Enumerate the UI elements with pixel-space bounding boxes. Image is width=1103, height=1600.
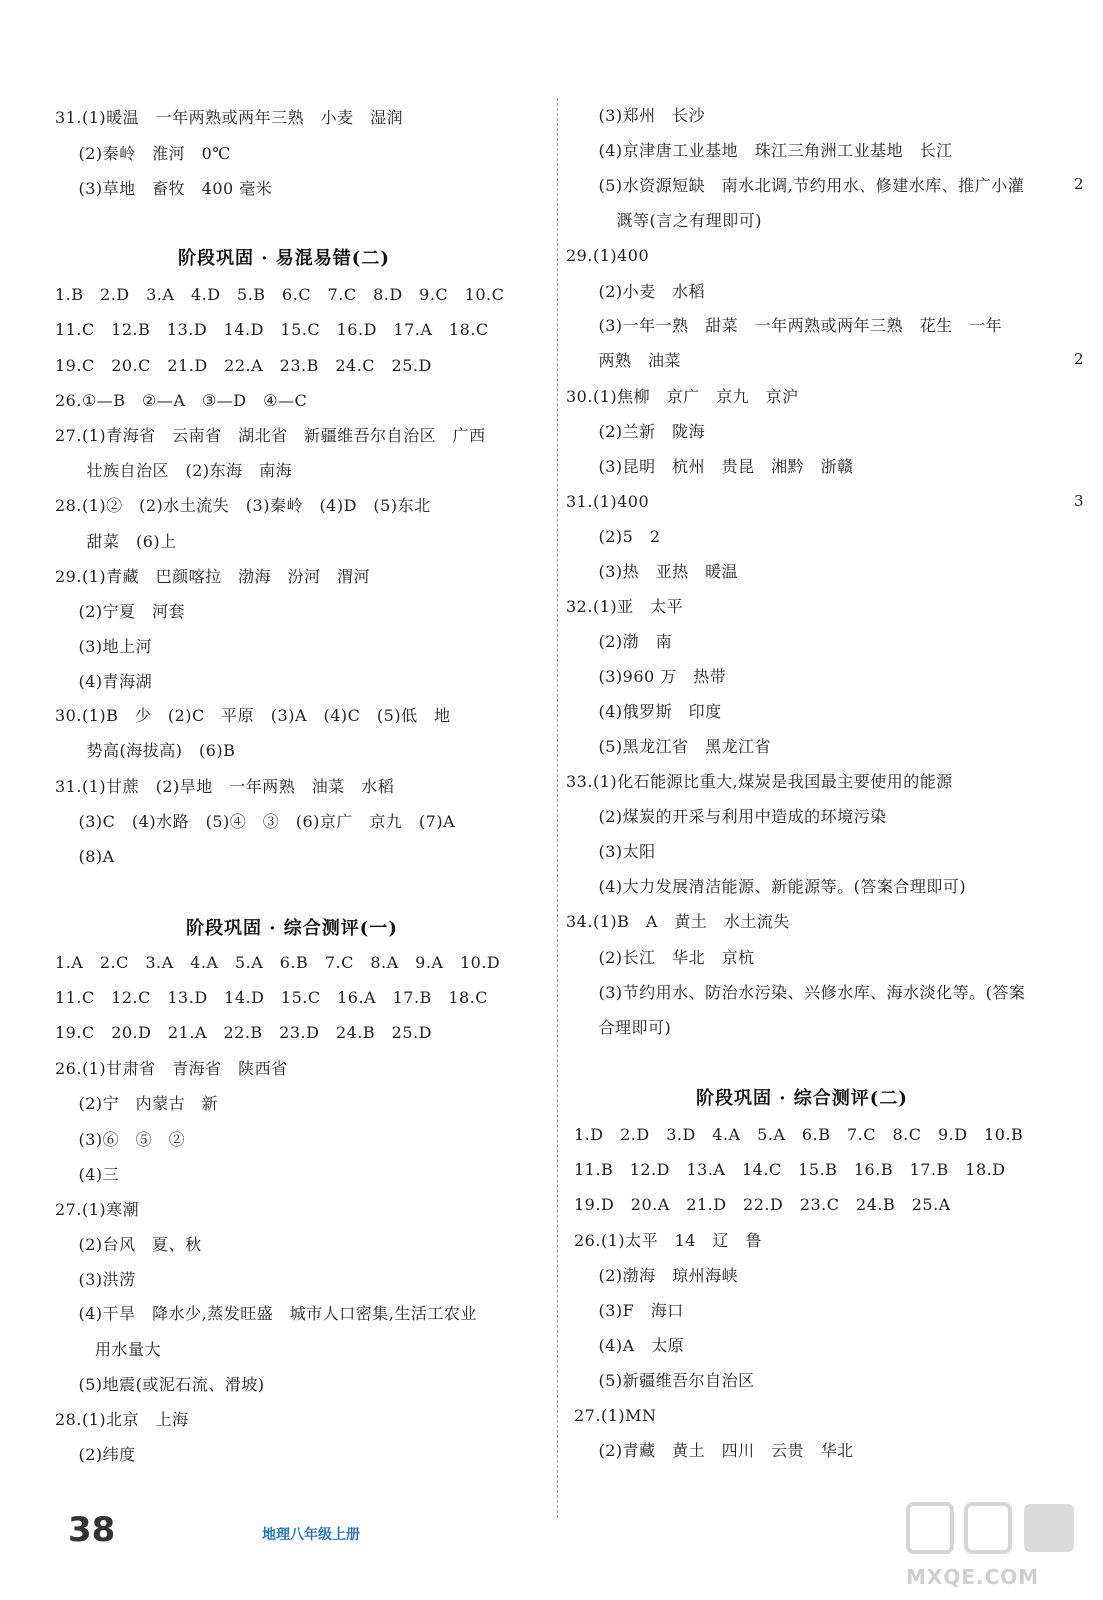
- answer-line: 合理即可): [582, 1018, 672, 1037]
- answer-line: (3)F 海口: [582, 1301, 684, 1320]
- answer-line: 19.D 20.A 21.D 22.D 23.C 24.B 25.A: [574, 1195, 951, 1214]
- answer-line: (3)热 亚热 暖温: [582, 562, 739, 581]
- answer-line: 29.(1)青藏 巴颜喀拉 渤海 汾河 渭河: [55, 567, 371, 586]
- column-divider: [557, 98, 558, 1518]
- answer-line: 1.B 2.D 3.A 4.D 5.B 6.C 7.C 8.D 9.C 10.C: [55, 285, 505, 304]
- answer-line: 27.(1)寒潮: [55, 1200, 140, 1219]
- answer-line: 26.(1)甘肃省 青海省 陕西省: [55, 1059, 288, 1078]
- answer-line: (5)水资源短缺 南水北调,节约用水、修建水库、推广小灌: [582, 176, 1025, 195]
- answer-line: 19.C 20.D 21.A 22.B 23.D 24.B 25.D: [55, 1023, 432, 1042]
- margin-mark: 3: [1074, 492, 1084, 510]
- answer-line: 1.D 2.D 3.D 4.A 5.A 6.B 7.C 8.C 9.D 10.B: [574, 1125, 1024, 1144]
- answer-line: (5)新疆维吾尔自治区: [582, 1371, 755, 1390]
- answer-line: 28.(1)② (2)水土流失 (3)秦岭 (4)D (5)东北: [55, 496, 431, 515]
- answer-line: (2)小麦 水稻: [582, 282, 706, 301]
- answer-line: 11.C 12.C 13.D 14.D 15.C 16.A 17.B 18.C: [55, 988, 489, 1007]
- answer-line: (2)兰新 陇海: [582, 422, 706, 441]
- answer-line: 甜菜 (6)上: [70, 532, 177, 551]
- answer-line: (4)大力发展清洁能源、新能源等。(答案合理即可): [582, 877, 967, 896]
- answer-line: 31.(1)400: [566, 492, 650, 511]
- answer-line: 29.(1)400: [566, 246, 650, 265]
- answer-line: (3)郑州 长沙: [582, 106, 706, 125]
- margin-mark: 2: [1074, 175, 1084, 193]
- answer-line: (3)地上河: [62, 637, 153, 656]
- answer-line: (2)青藏 黄土 四川 云贵 华北: [582, 1441, 854, 1460]
- answer-line: (3)草地 畜牧 400 毫米: [62, 179, 273, 198]
- answer-line: (2)渤海 琼州海峡: [582, 1266, 739, 1285]
- answer-line: 两熟 油菜: [582, 351, 682, 370]
- answer-line: 11.C 12.B 13.D 14.D 15.C 16.D 17.A 18.C: [55, 320, 489, 339]
- section-heading: 阶段巩固 · 易混易错(二): [178, 248, 390, 269]
- answer-line: 19.C 20.C 21.D 22.A 23.B 24.C 25.D: [55, 356, 432, 375]
- answer-line: (5)黑龙江省 黑龙江省: [582, 737, 772, 756]
- answer-line: 11.B 12.D 13.A 14.C 15.B 16.B 17.B 18.D: [574, 1160, 1006, 1179]
- answer-line: 31.(1)暖温 一年两熟或两年三熟 小麦 湿润: [55, 108, 404, 127]
- section-heading: 阶段巩固 · 综合测评(一): [186, 918, 398, 939]
- answer-line: 溉等(言之有理即可): [600, 211, 762, 230]
- answer-line: 27.(1)青海省 云南省 湖北省 新疆维吾尔自治区 广西: [55, 426, 486, 445]
- footer-title: 地理八年级上册: [262, 1527, 360, 1543]
- answer-line: 34.(1)B A 黄土 水土流失: [566, 912, 790, 931]
- answer-line: (4)青海湖: [62, 672, 153, 691]
- answer-line: 26.①—B ②—A ③—D ④—C: [55, 391, 308, 410]
- section-heading: 阶段巩固 · 综合测评(二): [696, 1088, 908, 1109]
- answer-line: 势高(海拔高) (6)B: [70, 741, 236, 760]
- answer-line: (2)宁夏 河套: [62, 602, 186, 621]
- watermark-text: MXQE.COM: [906, 1565, 1040, 1589]
- answer-line: (2)煤炭的开采与利用中造成的环境污染: [582, 807, 887, 826]
- answer-line: 1.A 2.C 3.A 4.A 5.A 6.B 7.C 8.A 9.A 10.D: [55, 953, 501, 972]
- answer-line: 28.(1)北京 上海: [55, 1410, 189, 1429]
- answer-line: (3)C (4)水路 (5)④ ③ (6)京广 京九 (7)A: [62, 812, 456, 831]
- answer-line: (4)干旱 降水少,蒸发旺盛 城市人口密集,生活工农业: [62, 1304, 477, 1323]
- answer-line: 27.(1)MN: [574, 1406, 657, 1425]
- answer-line: (2)秦岭 淮河 0℃: [62, 144, 231, 163]
- answer-line: 33.(1)化石能源比重大,煤炭是我国最主要使用的能源: [566, 772, 953, 791]
- answer-line: (5)地震(或泥石流、滑坡): [62, 1375, 265, 1394]
- answer-line: (3)⑥ ⑤ ②: [62, 1130, 186, 1149]
- answer-line: (3)太阳: [582, 842, 656, 861]
- answer-line: (3)昆明 杭州 贵昆 湘黔 浙赣: [582, 457, 854, 476]
- answer-line: 30.(1)焦柳 京广 京九 京沪: [566, 387, 799, 406]
- answer-line: (2)纬度: [62, 1445, 136, 1464]
- answer-line: (2)台风 夏、秋: [62, 1235, 202, 1254]
- answer-line: (3)洪涝: [62, 1270, 136, 1289]
- answer-line: (8)A: [62, 847, 115, 866]
- answer-line: (4)京津唐工业基地 珠江三角洲工业基地 长江: [582, 141, 953, 160]
- answer-line: (2)5 2: [582, 527, 661, 546]
- answer-line: (4)俄罗斯 印度: [582, 702, 722, 721]
- answer-line: 32.(1)亚 太平: [566, 597, 684, 616]
- answer-line: 31.(1)甘蔗 (2)旱地 一年两熟 油菜 水稻: [55, 777, 395, 796]
- answer-line: 26.(1)太平 14 辽 鲁: [574, 1231, 762, 1250]
- answer-line: (4)三: [62, 1165, 120, 1184]
- answer-line: (3)一年一熟 甜菜 一年两熟或两年三熟 花生 一年: [582, 316, 1003, 335]
- answer-line: (2)长江 华北 京杭: [582, 948, 755, 967]
- answer-line: 壮族自治区 (2)东海 南海: [70, 461, 293, 480]
- answer-line: (2)渤 南: [582, 632, 673, 651]
- answer-line: 用水量大: [62, 1340, 162, 1359]
- answer-line: 30.(1)B 少 (2)C 平原 (3)A (4)C (5)低 地: [55, 706, 451, 725]
- answer-line: (3)节约用水、防治水污染、兴修水库、海水淡化等。(答案: [582, 983, 1026, 1002]
- page-number: 38: [68, 1510, 116, 1550]
- answer-line: (3)960 万 热带: [582, 667, 727, 686]
- margin-mark: 2: [1074, 350, 1084, 368]
- answer-line: (2)宁 内蒙古 新: [62, 1094, 219, 1113]
- answer-line: (4)A 太原: [582, 1336, 685, 1355]
